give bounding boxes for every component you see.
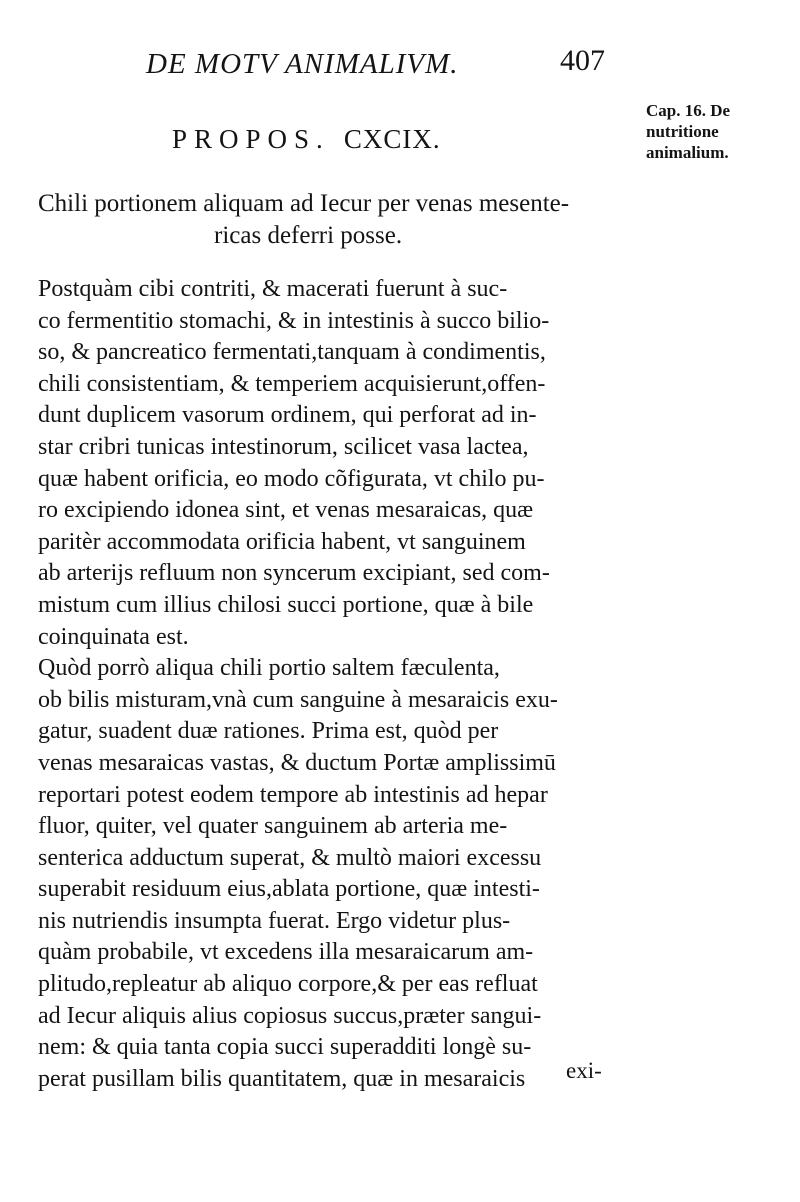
running-head: DE MOTV ANIMALIVM. — [146, 48, 459, 80]
text-line: so, & pancreatico fermentati,tanquam à condimentis, — [38, 339, 546, 366]
margin-note-line: animalium. — [646, 143, 729, 162]
text-line: Quòd porrò aliqua chili portio saltem fæculenta, — [38, 655, 500, 682]
statement-line: Chili portionem aliquam ad Iecur per venas mesente- — [38, 190, 570, 217]
text-line: ob bilis misturam,vnà cum sanguine à mesaraicis exu- — [38, 686, 558, 713]
text-line: ro excipiendo idonea sint, et venas mesaraicas, quæ — [38, 497, 534, 524]
text-line: gatur, suadent duæ rationes. Prima est, quòd per — [38, 718, 499, 745]
margin-note — [646, 100, 796, 163]
text-line: paritèr accommodata orificia habent, vt sanguinem — [38, 528, 526, 555]
text-line: co fermentitio stomachi, & in intestinis à succo bilio- — [38, 307, 550, 334]
proposition-heading — [172, 124, 441, 155]
text-line: perat pusillam bilis quantitatem, quæ in mesaraicis — [38, 1065, 526, 1092]
text-line: quæ habent orificia, eo modo cõfigurata, vt chilo pu- — [38, 465, 545, 492]
margin-note-line: Cap. 16. De — [646, 101, 731, 120]
text-line: superabit residuum eius,ablata portione, quæ intesti- — [38, 876, 540, 903]
text-line: quàm probabile, vt excedens illa mesaraicarum am- — [38, 939, 534, 966]
text-line: senterica adductum superat, & multò maiori excessu — [38, 844, 542, 871]
text-line: dunt duplicem vasorum ordinem, qui perforat ad in- — [38, 402, 537, 429]
text-line: nem: & quia tanta copia succi superadditi longè su- — [38, 1034, 532, 1061]
text-line: nis nutriendis insumpta fuerat. Ergo videtur plus- — [38, 907, 511, 934]
text-line: ab arterijs refluum non syncerum excipiant, sed com- — [38, 560, 550, 587]
text-line: star cribri tunicas intestinorum, scilicet vasa lactea, — [38, 433, 529, 460]
page-number: 407 — [560, 44, 605, 77]
text-line: venas mesaraicas vastas, & ductum Portæ amplissimū — [38, 749, 556, 776]
margin-note-line: nutritione — [646, 122, 719, 141]
statement-line: ricas deferri posse. — [214, 222, 403, 249]
text-line: coinquinata est. — [38, 623, 189, 650]
text-line: plitudo,repleatur ab aliquo corpore,& per eas refluat — [38, 971, 538, 998]
text-line: chili consistentiam, & temperiem acquisierunt,offen- — [38, 370, 546, 397]
proposition-number: CXCIX. — [343, 124, 441, 154]
text-line: mistum cum illius chilosi succi portione, quæ à bile — [38, 591, 534, 618]
text-line: reportari potest eodem tempore ab intestinis ad hepar — [38, 781, 548, 808]
text-line: ad Iecur aliquis alius copiosus succus,præter sangui- — [38, 1002, 542, 1029]
text-line: Postquàm cibi contriti, & macerati fuerunt à suc- — [38, 276, 508, 302]
body-text — [38, 274, 644, 1095]
catchword: exi- — [566, 1058, 602, 1083]
text-line: fluor, quiter, vel quater sanguinem ab arteria me- — [38, 813, 508, 840]
proposition-label: PROPOS. — [172, 124, 330, 154]
proposition-statement — [38, 188, 569, 252]
